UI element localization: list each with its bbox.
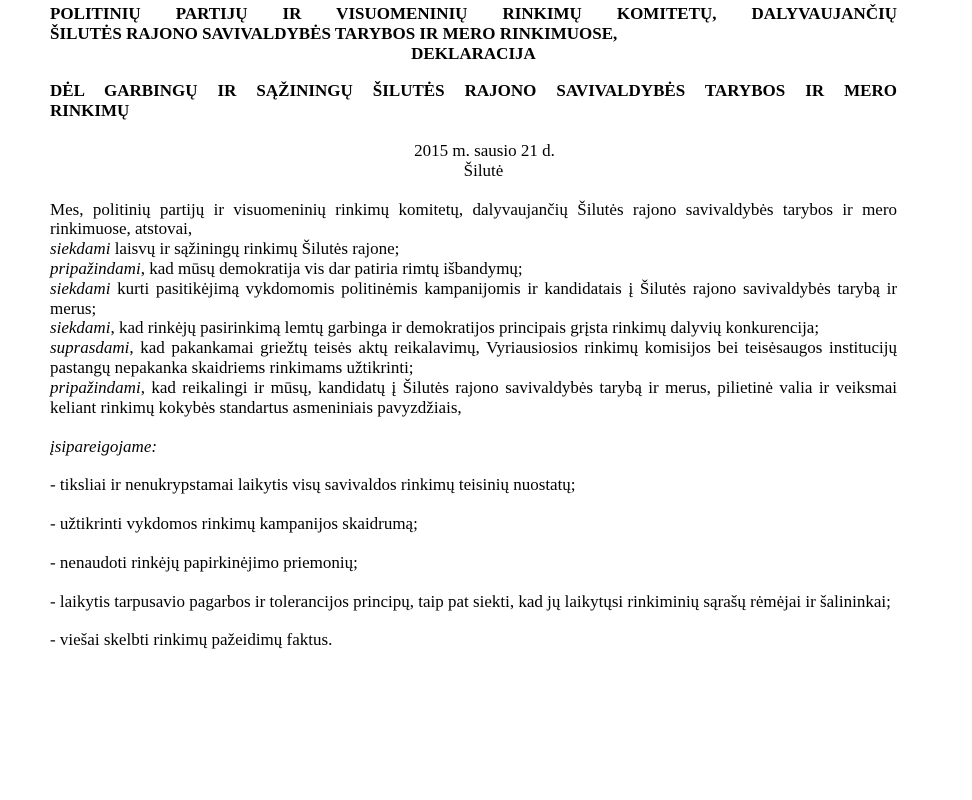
obligation-item: - užtikrinti vykdomos rinkimų kampanijos skaidrumą; [50, 513, 418, 533]
intro-paragraph: Mes, politinių partijų ir visuomeninių rinkimų komitetų, dalyvaujančių Šilutės rajono savivaldybės tarybos ir mero rinkimuose, atstovai, [50, 199, 897, 239]
preamble-list [50, 239, 897, 417]
preamble-text: , kad mūsų demokratija vis dar patiria rimtų išbandymų; [140, 258, 523, 278]
preamble-text: kurti pasitikėjimą vykdomomis politinėmis kampanijomis ir kandidatais į Šilutės rajono savivaldybės tarybą ir merus; [50, 278, 897, 318]
subject-line-2: RINKIMŲ [50, 101, 130, 121]
preamble-item [50, 279, 897, 319]
preamble-text: laisvų ir sąžiningų rinkimų Šilutės rajone; [110, 239, 400, 259]
preamble-lead: siekdami [50, 239, 111, 259]
title-line-2: ŠILUTĖS RAJONO SAVIVALDYBĖS TARYBOS IR MERO RINKIMUOSE, [50, 23, 618, 43]
document-date: 2015 m. sausio 21 d. [414, 140, 555, 160]
preamble-text: , kad reikalingi ir mūsų, kandidatų į Šilutės rajono savivaldybės tarybą ir merus, pilietinė valia ir veiksmai keliant rinkimų kokybės standartus asmeniniais pavyzdžiais, [50, 377, 897, 417]
obligations-list [50, 475, 897, 650]
preamble-text: , kad pakankamai griežtų teisės aktų reikalavimų, Vyriausiosios rinkimų komisijos bei teisėsaugos institucijų pastangų nepakanka skaidriems rinkimams užtikrinti; [50, 338, 897, 377]
obligation-item: - tiksliai ir nenukrypstamai laikytis visų savivaldos rinkimų teisinių nuostatų; [50, 475, 576, 495]
title-line-1: POLITINIŲ PARTIJŲ IR VISUOMENINIŲ RINKIMŲ KOMITETŲ, DALYVAUJANČIŲ [50, 4, 897, 23]
preamble-item [50, 338, 897, 378]
preamble-lead: suprasdami [50, 338, 130, 358]
commitment-label: įsipareigojame: [50, 437, 158, 457]
preamble-item [50, 378, 897, 418]
preamble-lead: siekdami [50, 318, 111, 338]
document-place: Šilutė [463, 160, 504, 180]
preamble-item [50, 239, 897, 259]
preamble-lead: pripažindami [50, 258, 141, 278]
obligation-item: - viešai skelbti rinkimų pažeidimų faktus. [50, 630, 333, 650]
preamble-item [50, 259, 897, 279]
preamble-lead: pripažindami [50, 377, 141, 397]
subject-line-1: DĖL GARBINGŲ IR SĄŽININGŲ ŠILUTĖS RAJONO SAVIVALDYBĖS TARYBOS IR MERO [50, 81, 897, 101]
obligation-item: - nenaudoti rinkėjų papirkinėjimo priemonių; [50, 552, 358, 572]
title-line-3: DEKLARACIJA [411, 43, 536, 63]
subject-heading [50, 81, 897, 121]
preamble-item [50, 318, 897, 338]
preamble-text: , kad rinkėjų pasirinkimą lemtų garbinga ir demokratijos principais grįsta rinkimų dalyvių konkurencija; [110, 318, 820, 338]
obligation-item: - laikytis tarpusavio pagarbos ir tolerancijos principų, taip pat siekti, kad jų laikytųsi rinkiminių sąrašų rėmėjai ir šalininkai; [50, 591, 891, 611]
document-content [50, 4, 897, 650]
preamble-lead: siekdami [50, 278, 111, 298]
